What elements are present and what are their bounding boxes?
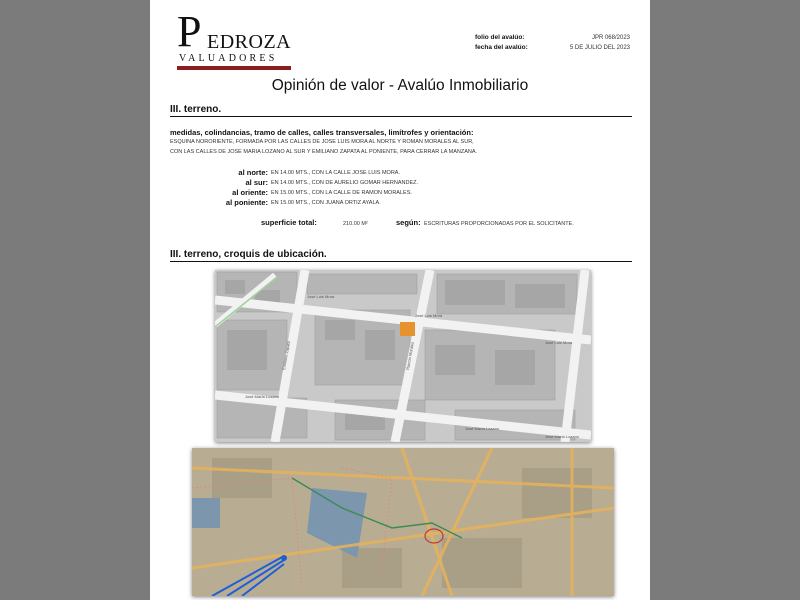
section-heading-croquis: III. terreno, croquis de ubicación. [170, 249, 632, 262]
logo-bar [177, 66, 291, 70]
segun-value: ESCRITURAS PROPORCIONADAS POR EL SOLICITANTE. [424, 221, 574, 227]
subheading-medidas: medidas, colindancias, tramo de calles, calles transversales, limítrofes y orientación: [170, 128, 474, 137]
document-page [150, 0, 650, 600]
boundary-label: al sur: [245, 178, 268, 187]
street-label: José Luis Mora [545, 340, 573, 345]
boundary-value: EN 15.00 MTS., CON LA CALLE DE RAMON MORALES. [271, 190, 412, 196]
street-label: José María Lozano [245, 394, 280, 399]
page-title: Opinión de valor - Avalúo Inmobiliario [271, 77, 529, 94]
logo-name: EDROZA [207, 31, 292, 53]
street-map-graphic [215, 270, 591, 442]
segun-label: según: [396, 218, 421, 227]
boundary-label: al norte: [238, 168, 268, 177]
company-logo [177, 7, 295, 70]
satellite-map [192, 448, 614, 596]
boundary-label: al oriente: [232, 188, 268, 197]
street-label: Ramón Morales [405, 341, 415, 371]
street-label: José María Lozano [545, 434, 580, 439]
folio-label: folio del avalúo: [475, 34, 525, 41]
street-map [215, 270, 591, 442]
description-line-2: CON LAS CALLES DE JOSE MARIA LOZANO AL SUR Y EMILIANO ZAPATA AL PONIENTE, PARA CERRAR LA MANZANA. [170, 149, 478, 155]
boundary-value: EN 14.00 MTS., CON DE AURELIO GOMAR HERNANDEZ. [271, 180, 419, 186]
description-line-1: ESQUINA NORORIENTE, FORMADA POR LAS CALLES DE JOSE LUIS MORA AL NORTE Y ROMAN MORALES AL SUR, [170, 139, 474, 145]
street-label: José Luis Mora [415, 313, 443, 318]
fecha-label: fecha del avalúo: [475, 44, 528, 51]
boundary-value: EN 15.00 MTS., CON JUANA ORTIZ AYALA. [271, 200, 381, 206]
satellite-map-graphic [192, 448, 614, 596]
boundary-label: al poniente: [225, 198, 268, 207]
superficie-value: 210.00 M² [343, 221, 368, 227]
fecha-value: 5 DE JULIO DEL 2023 [569, 45, 630, 51]
property-highlight [400, 322, 415, 336]
logo-subtitle: VALUADORES [179, 53, 278, 64]
street-label: José Luis Mora [307, 294, 335, 299]
folio-value: JPR 068/2023 [591, 35, 630, 41]
street-label: José María Lozano [465, 426, 500, 431]
boundary-value: EN 14.00 MTS., CON LA CALLE JOSE LUIS MORA. [271, 170, 400, 176]
superficie-label: superficie total: [261, 218, 317, 227]
logo-initial: P [177, 7, 202, 56]
street-label: Emiliano Zapata [281, 340, 292, 371]
section-heading-terreno: III. terreno. [170, 104, 632, 117]
